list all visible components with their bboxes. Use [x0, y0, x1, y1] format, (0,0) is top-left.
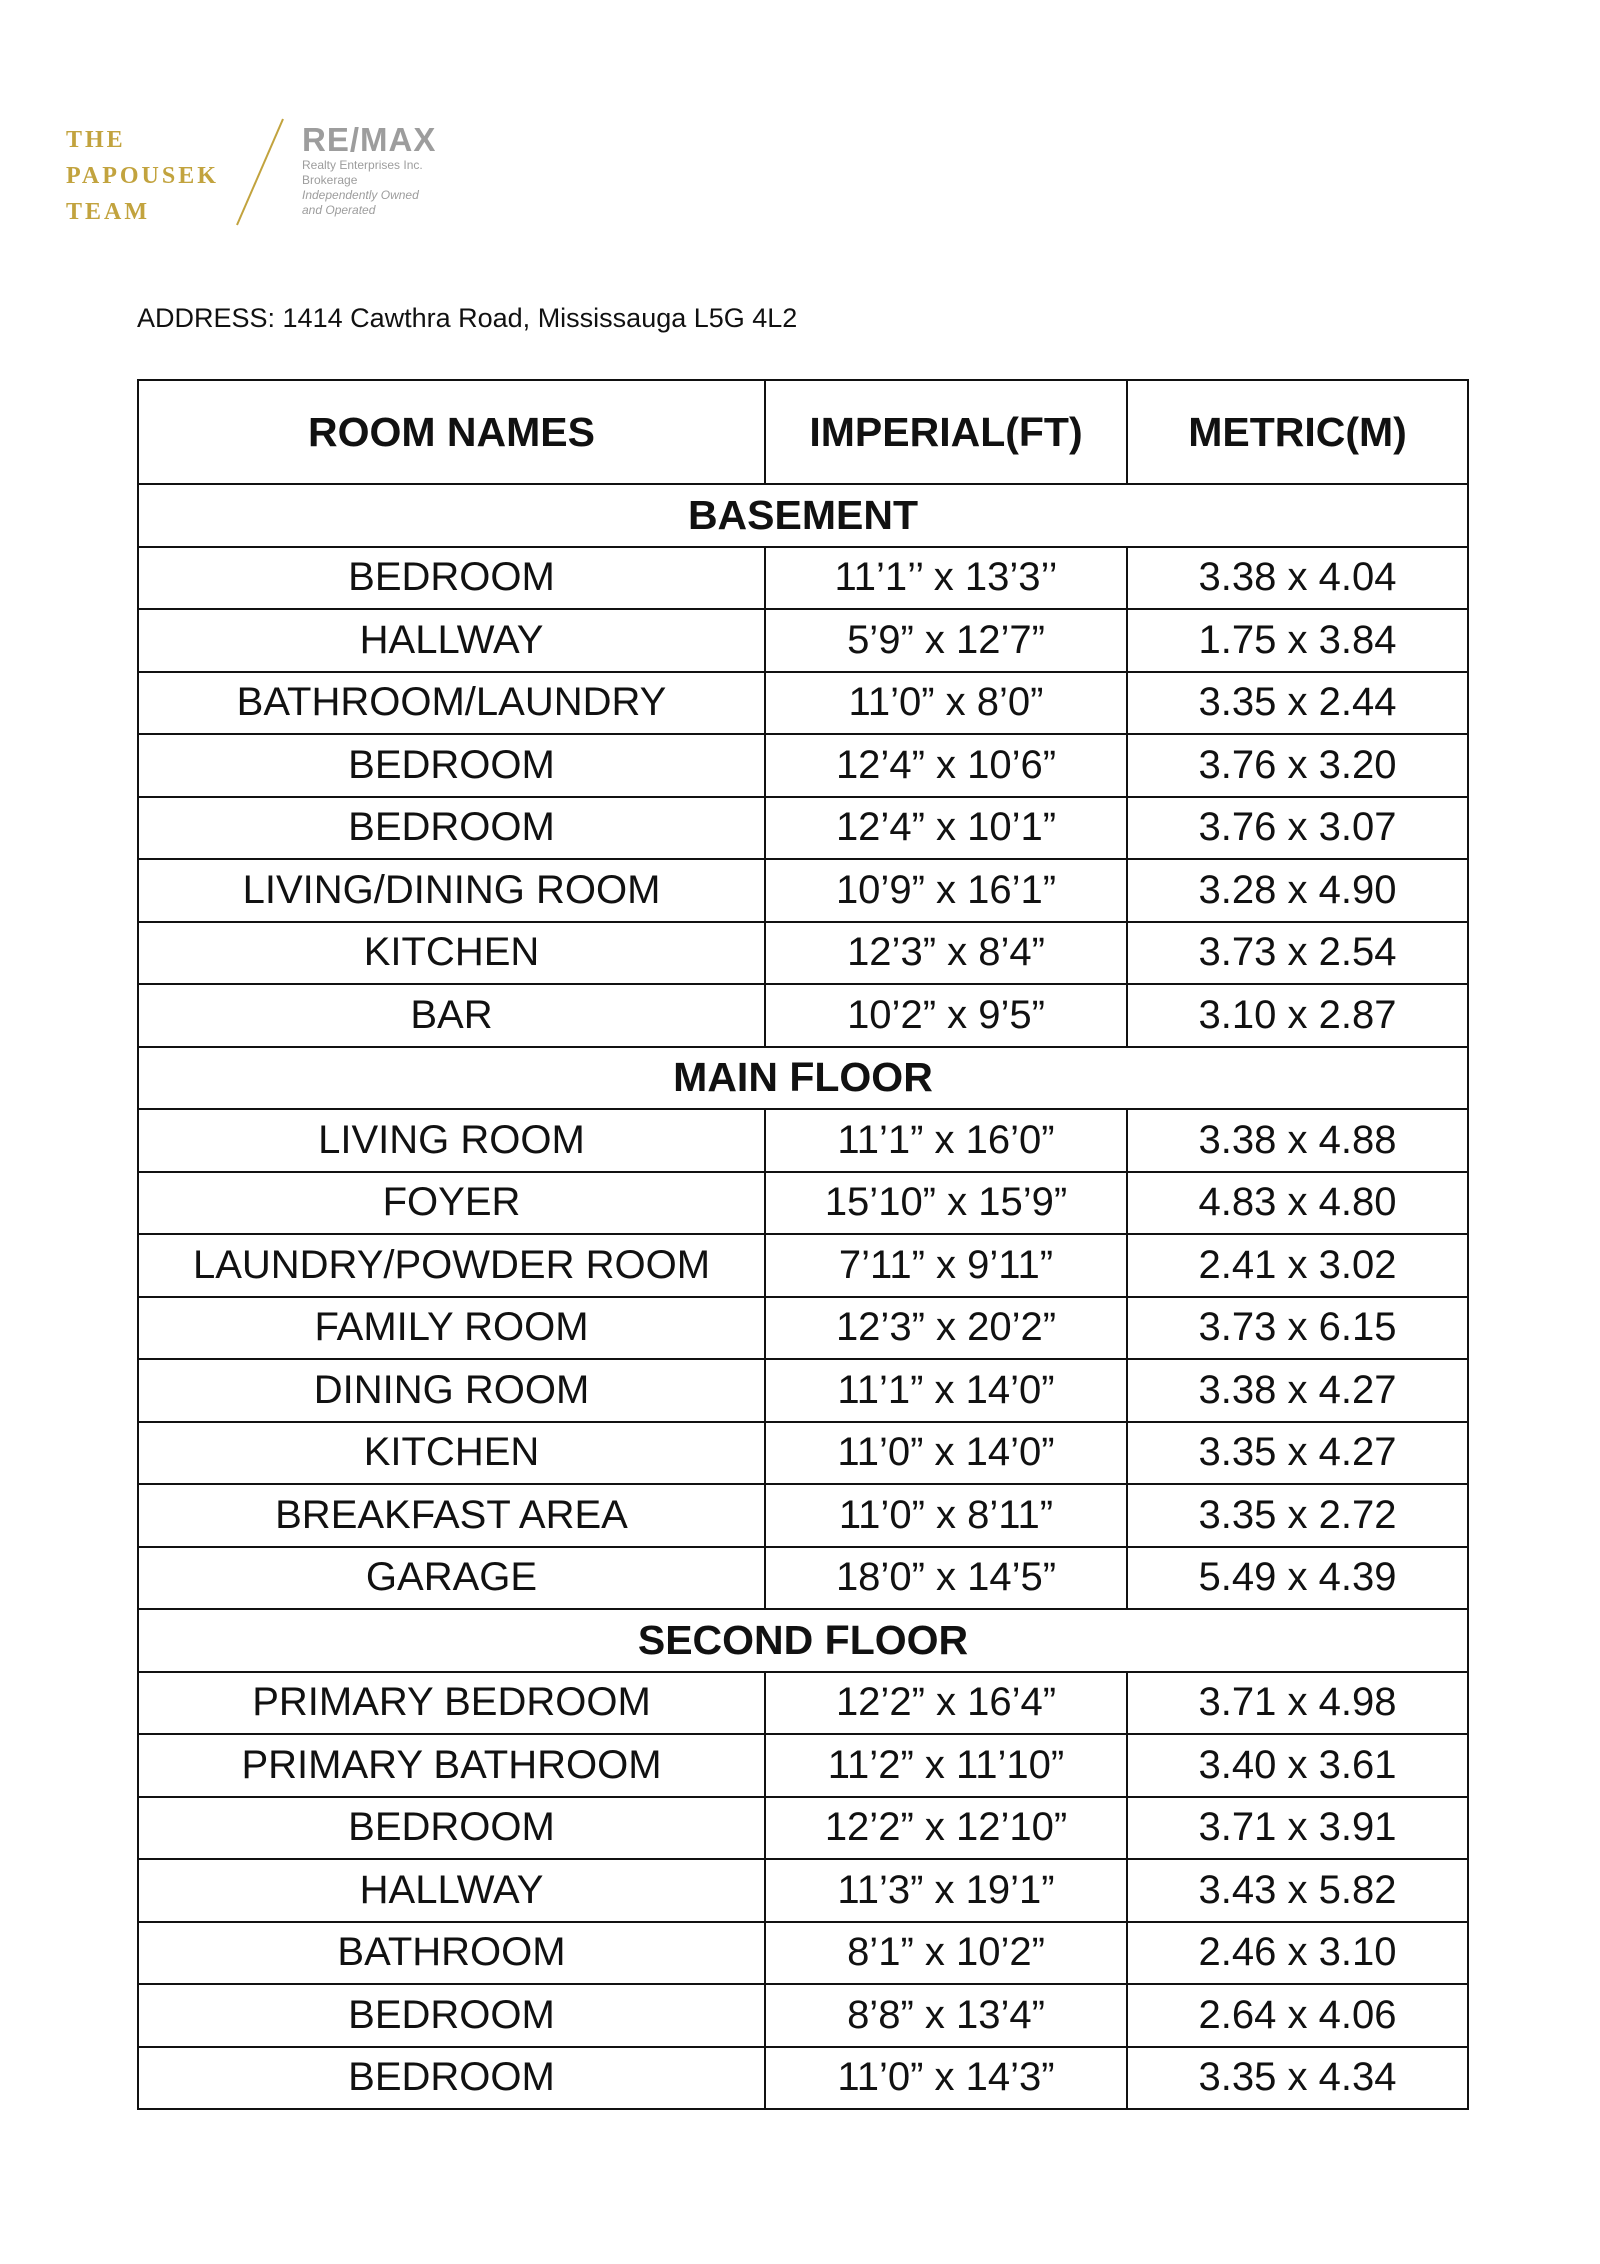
table-row — [138, 1422, 1468, 1485]
room-name-cell: GARAGE — [138, 1547, 765, 1610]
imperial-size-cell: 11’1” x 14’0” — [765, 1359, 1127, 1422]
room-name-cell: BREAKFAST AREA — [138, 1484, 765, 1547]
table-row — [138, 859, 1468, 922]
room-name-cell: BAR — [138, 984, 765, 1047]
table-row — [138, 1859, 1468, 1922]
room-name-cell: BEDROOM — [138, 797, 765, 860]
table-row — [138, 1984, 1468, 2047]
remax-ownership-line: Independently Owned — [302, 188, 419, 202]
imperial-size-cell: 12’2” x 16’4” — [765, 1672, 1127, 1735]
imperial-size-cell: 11’0” x 8’11” — [765, 1484, 1127, 1547]
room-name-cell: PRIMARY BEDROOM — [138, 1672, 765, 1735]
imperial-size-cell: 11’2” x 11’10” — [765, 1734, 1127, 1797]
room-name-cell: FOYER — [138, 1172, 765, 1235]
table-row — [138, 797, 1468, 860]
room-name-cell: BEDROOM — [138, 734, 765, 797]
room-name-cell: BEDROOM — [138, 2047, 765, 2110]
team-logo — [66, 122, 219, 230]
room-name-cell: FAMILY ROOM — [138, 1297, 765, 1360]
room-name-cell: BEDROOM — [138, 1797, 765, 1860]
column-header-room-names: ROOM NAMES — [138, 380, 765, 484]
imperial-size-cell: 11’0” x 8’0” — [765, 672, 1127, 735]
table-body — [138, 484, 1468, 2109]
logo-divider-line — [237, 119, 283, 225]
remax-brokerage-line: Brokerage — [302, 173, 358, 187]
room-name-cell: LIVING/DINING ROOM — [138, 859, 765, 922]
imperial-size-cell: 8’8” x 13’4” — [765, 1984, 1127, 2047]
imperial-size-cell: 7’11” x 9’11” — [765, 1234, 1127, 1297]
metric-size-cell: 3.40 x 3.61 — [1127, 1734, 1468, 1797]
room-name-cell: HALLWAY — [138, 1859, 765, 1922]
imperial-size-cell: 11’1” x 16’0” — [765, 1109, 1127, 1172]
room-name-cell: KITCHEN — [138, 922, 765, 985]
room-name-cell: BEDROOM — [138, 547, 765, 610]
metric-size-cell: 3.10 x 2.87 — [1127, 984, 1468, 1047]
table-row — [138, 1922, 1468, 1985]
table-row — [138, 672, 1468, 735]
section-row — [138, 1047, 1468, 1110]
metric-size-cell: 3.35 x 2.72 — [1127, 1484, 1468, 1547]
section-title: BASEMENT — [138, 484, 1468, 547]
imperial-size-cell: 5’9” x 12’7” — [765, 609, 1127, 672]
table-row — [138, 2047, 1468, 2110]
metric-size-cell: 3.38 x 4.88 — [1127, 1109, 1468, 1172]
table-row — [138, 922, 1468, 985]
table-row — [138, 1234, 1468, 1297]
table-row — [138, 1109, 1468, 1172]
metric-size-cell: 3.76 x 3.07 — [1127, 797, 1468, 860]
metric-size-cell: 3.35 x 2.44 — [1127, 672, 1468, 735]
room-name-cell: BEDROOM — [138, 1984, 765, 2047]
room-measurements-table — [137, 379, 1469, 2110]
section-title: MAIN FLOOR — [138, 1047, 1468, 1110]
remax-brokerage-line: Realty Enterprises Inc. — [302, 158, 423, 172]
metric-size-cell: 3.43 x 5.82 — [1127, 1859, 1468, 1922]
imperial-size-cell: 10’2” x 9’5” — [765, 984, 1127, 1047]
metric-size-cell: 2.64 x 4.06 — [1127, 1984, 1468, 2047]
imperial-size-cell: 12’2” x 12’10” — [765, 1797, 1127, 1860]
table-row — [138, 734, 1468, 797]
imperial-size-cell: 10’9” x 16’1” — [765, 859, 1127, 922]
metric-size-cell: 3.38 x 4.27 — [1127, 1359, 1468, 1422]
column-header-metric: METRIC(M) — [1127, 380, 1468, 484]
metric-size-cell: 3.35 x 4.27 — [1127, 1422, 1468, 1485]
metric-size-cell: 3.71 x 4.98 — [1127, 1672, 1468, 1735]
table-row — [138, 1797, 1468, 1860]
table-row — [138, 1484, 1468, 1547]
team-logo-line: TEAM — [66, 199, 150, 225]
imperial-size-cell: 15’10” x 15’9” — [765, 1172, 1127, 1235]
imperial-size-cell: 11’0” x 14’0” — [765, 1422, 1127, 1485]
table-row — [138, 1359, 1468, 1422]
metric-size-cell: 3.76 x 3.20 — [1127, 734, 1468, 797]
remax-ownership-line: and Operated — [302, 203, 376, 217]
imperial-size-cell: 12’4” x 10’1” — [765, 797, 1127, 860]
room-name-cell: LIVING ROOM — [138, 1109, 765, 1172]
metric-size-cell: 3.73 x 2.54 — [1127, 922, 1468, 985]
metric-size-cell: 5.49 x 4.39 — [1127, 1547, 1468, 1610]
metric-size-cell: 2.41 x 3.02 — [1127, 1234, 1468, 1297]
table-row — [138, 1734, 1468, 1797]
table-row — [138, 609, 1468, 672]
column-header-imperial: IMPERIAL(FT) — [765, 380, 1127, 484]
imperial-size-cell: 11’3” x 19’1” — [765, 1859, 1127, 1922]
metric-size-cell: 3.38 x 4.04 — [1127, 547, 1468, 610]
logo-divider-slash — [231, 117, 291, 227]
metric-size-cell: 1.75 x 3.84 — [1127, 609, 1468, 672]
table-header-row — [138, 380, 1468, 484]
room-name-cell: BATHROOM/LAUNDRY — [138, 672, 765, 735]
table-row — [138, 547, 1468, 610]
property-address: ADDRESS: 1414 Cawthra Road, Mississauga L5G 4L2 — [137, 303, 798, 333]
imperial-size-cell: 11’1’’ x 13’3’’ — [765, 547, 1127, 610]
imperial-size-cell: 11’0” x 14’3” — [765, 2047, 1127, 2110]
room-name-cell: KITCHEN — [138, 1422, 765, 1485]
imperial-size-cell: 18’0” x 14’5” — [765, 1547, 1127, 1610]
imperial-size-cell: 8’1” x 10’2” — [765, 1922, 1127, 1985]
remax-brand: RE/MAX — [302, 121, 437, 158]
table-row — [138, 1547, 1468, 1610]
team-logo-line: THE — [66, 127, 126, 153]
metric-size-cell: 3.28 x 4.90 — [1127, 859, 1468, 922]
room-name-cell: LAUNDRY/POWDER ROOM — [138, 1234, 765, 1297]
imperial-size-cell: 12’3” x 20’2” — [765, 1297, 1127, 1360]
team-logo-line: PAPOUSEK — [66, 163, 219, 189]
metric-size-cell: 3.71 x 3.91 — [1127, 1797, 1468, 1860]
table-row — [138, 1672, 1468, 1735]
imperial-size-cell: 12’3” x 8’4” — [765, 922, 1127, 985]
room-name-cell: DINING ROOM — [138, 1359, 765, 1422]
room-name-cell: BATHROOM — [138, 1922, 765, 1985]
room-name-cell: PRIMARY BATHROOM — [138, 1734, 765, 1797]
section-row — [138, 484, 1468, 547]
remax-logo — [302, 122, 436, 218]
metric-size-cell: 3.35 x 4.34 — [1127, 2047, 1468, 2110]
metric-size-cell: 4.83 x 4.80 — [1127, 1172, 1468, 1235]
metric-size-cell: 3.73 x 6.15 — [1127, 1297, 1468, 1360]
table-row — [138, 1172, 1468, 1235]
room-name-cell: HALLWAY — [138, 609, 765, 672]
table-row — [138, 984, 1468, 1047]
section-title: SECOND FLOOR — [138, 1609, 1468, 1672]
metric-size-cell: 2.46 x 3.10 — [1127, 1922, 1468, 1985]
imperial-size-cell: 12’4” x 10’6” — [765, 734, 1127, 797]
table-row — [138, 1297, 1468, 1360]
section-row — [138, 1609, 1468, 1672]
